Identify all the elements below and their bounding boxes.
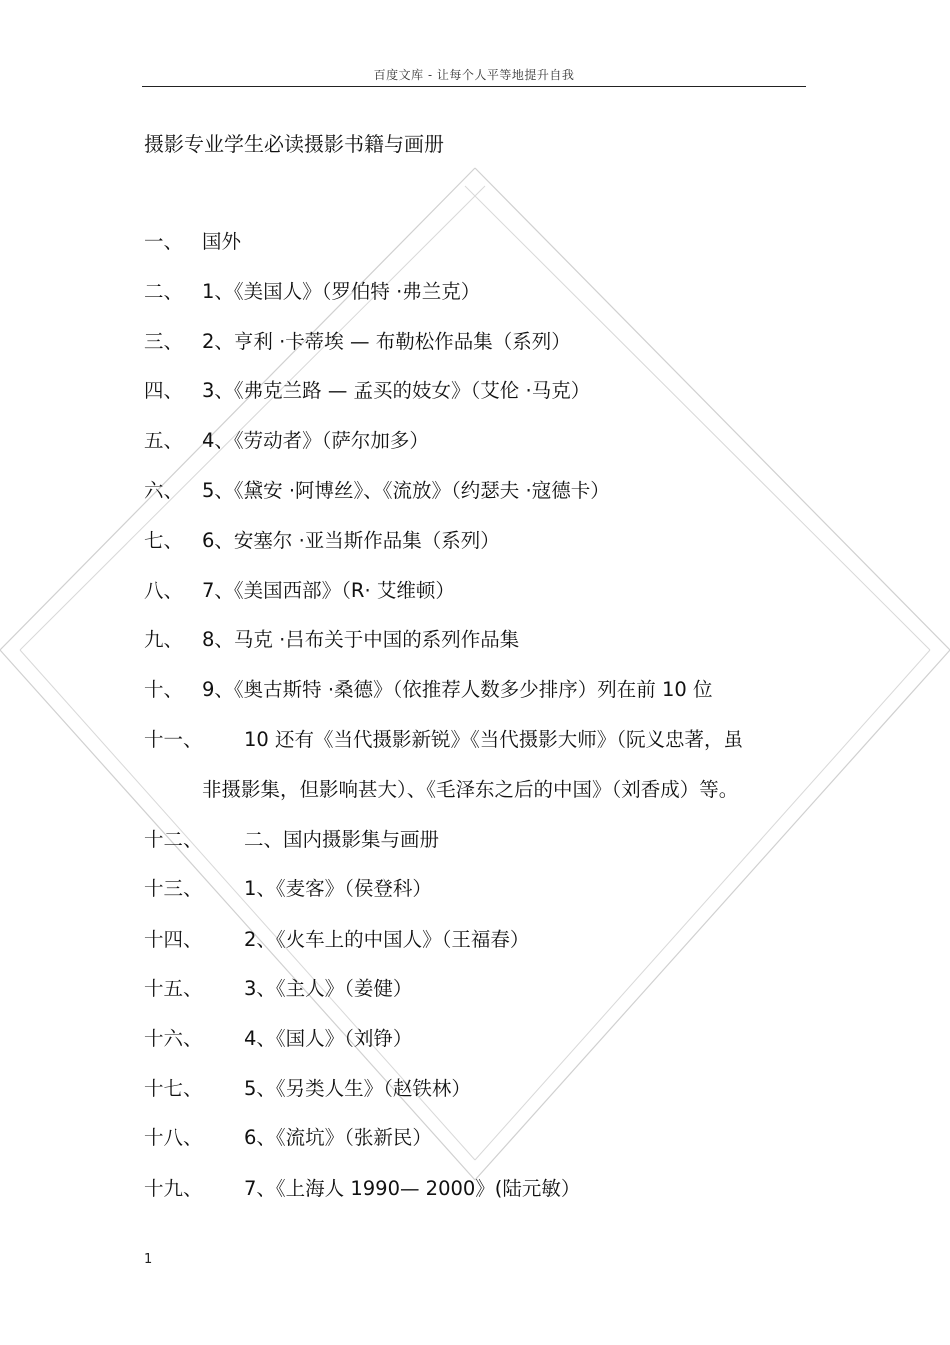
- page-header: 百度文库 - 让每个人平等地提升自我: [373, 68, 575, 82]
- list-item-number: 十一、: [144, 728, 203, 751]
- list-item: [144, 378, 590, 404]
- list-item-number: 十五、: [144, 977, 203, 1000]
- list-item: [144, 677, 713, 703]
- list-item: [144, 428, 429, 454]
- list-item-number: 十二、: [144, 828, 203, 851]
- list-item-text: 7、《上海人 1990— 2000》(陆元敏）: [244, 1177, 581, 1200]
- list-item: [144, 528, 500, 554]
- list-item-text: 国外: [202, 230, 242, 253]
- list-item-number: 八、: [144, 579, 184, 602]
- list-item-text: 2、《火车上的中国人》（王福春）: [244, 928, 530, 951]
- list-item: [144, 1176, 580, 1202]
- list-item-text: 6、安塞尔 ·亚当斯作品集（系列）: [202, 529, 500, 552]
- page-number: 1: [144, 1252, 153, 1267]
- list-item: [144, 329, 571, 355]
- list-item: [144, 827, 439, 853]
- list-item-number: 七、: [144, 529, 184, 552]
- list-item-number: 九、: [144, 628, 184, 651]
- list-item-number: 十八、: [144, 1126, 203, 1149]
- list-item-text: 二、国内摄影集与画册: [244, 828, 440, 851]
- list-item: [144, 1125, 432, 1151]
- list-item: [144, 229, 241, 255]
- list-item-text: 5、《另类人生》（赵铁林）: [244, 1077, 471, 1100]
- list-item-number: 三、: [144, 330, 184, 353]
- list-item-number: 十七、: [144, 1077, 203, 1100]
- document-title: 摄影专业学生必读摄影书籍与画册: [144, 132, 444, 156]
- list-item-number: 四、: [144, 379, 184, 402]
- list-item: [144, 478, 610, 504]
- list-item-text: 9、《奥古斯特 ·桑德》（依推荐人数多少排序）列在前 10 位: [202, 678, 713, 701]
- list-item-number: 十九、: [144, 1177, 203, 1200]
- list-item-text: 6、《流坑》（张新民）: [244, 1126, 432, 1149]
- list-item: [144, 876, 432, 902]
- list-item-text: 7、《美国西部》（R· 艾维顿）: [202, 579, 455, 602]
- list-item: [144, 1076, 471, 1102]
- list-item-number: 一、: [144, 230, 184, 253]
- list-item-text: 4、《国人》（刘铮）: [244, 1027, 413, 1050]
- list-item: [144, 578, 455, 604]
- list-item: [144, 627, 519, 653]
- list-item: [144, 727, 743, 753]
- list-item-text: 4、《劳动者》（萨尔加多）: [202, 429, 429, 452]
- list-item-text: 非摄影集，但影响甚大）、《毛泽东之后的中国》（刘香成）等。: [202, 778, 739, 801]
- list-item-continuation: [202, 777, 738, 803]
- list-item-text: 3、《弗克兰路 — 孟买的妓女》（艾伦 ·马克）: [202, 379, 591, 402]
- list-item: [144, 976, 412, 1002]
- list-item-text: 3、《主人》（姜健）: [244, 977, 413, 1000]
- list-item-text: 1、《美国人》（罗伯特 ·弗兰克）: [202, 280, 481, 303]
- list-item: [144, 279, 480, 305]
- list-item-text: 1、《麦客》（侯登科）: [244, 877, 432, 900]
- list-item-number: 六、: [144, 479, 184, 502]
- header-divider: [142, 86, 806, 87]
- list-item-number: 十四、: [144, 928, 203, 951]
- list-item: [144, 1026, 412, 1052]
- list-item-number: 二、: [144, 280, 184, 303]
- list-item-text: 8、马克 ·吕布关于中国的系列作品集: [202, 628, 520, 651]
- list-item-text: 5、《黛安 ·阿博丝》、《流放》（约瑟夫 ·寇德卡）: [202, 479, 610, 502]
- list-item-text: 10 还有《当代摄影新锐》《当代摄影大师》（阮义忠著，虽: [244, 728, 744, 751]
- list-item-number: 十六、: [144, 1027, 203, 1050]
- list-item: [144, 927, 529, 953]
- list-item-number: 五、: [144, 429, 184, 452]
- list-item-text: 2、亨利 ·卡蒂埃 — 布勒松作品集（系列）: [202, 330, 571, 353]
- list-item-number: 十、: [144, 678, 184, 701]
- list-item-number: 十三、: [144, 877, 203, 900]
